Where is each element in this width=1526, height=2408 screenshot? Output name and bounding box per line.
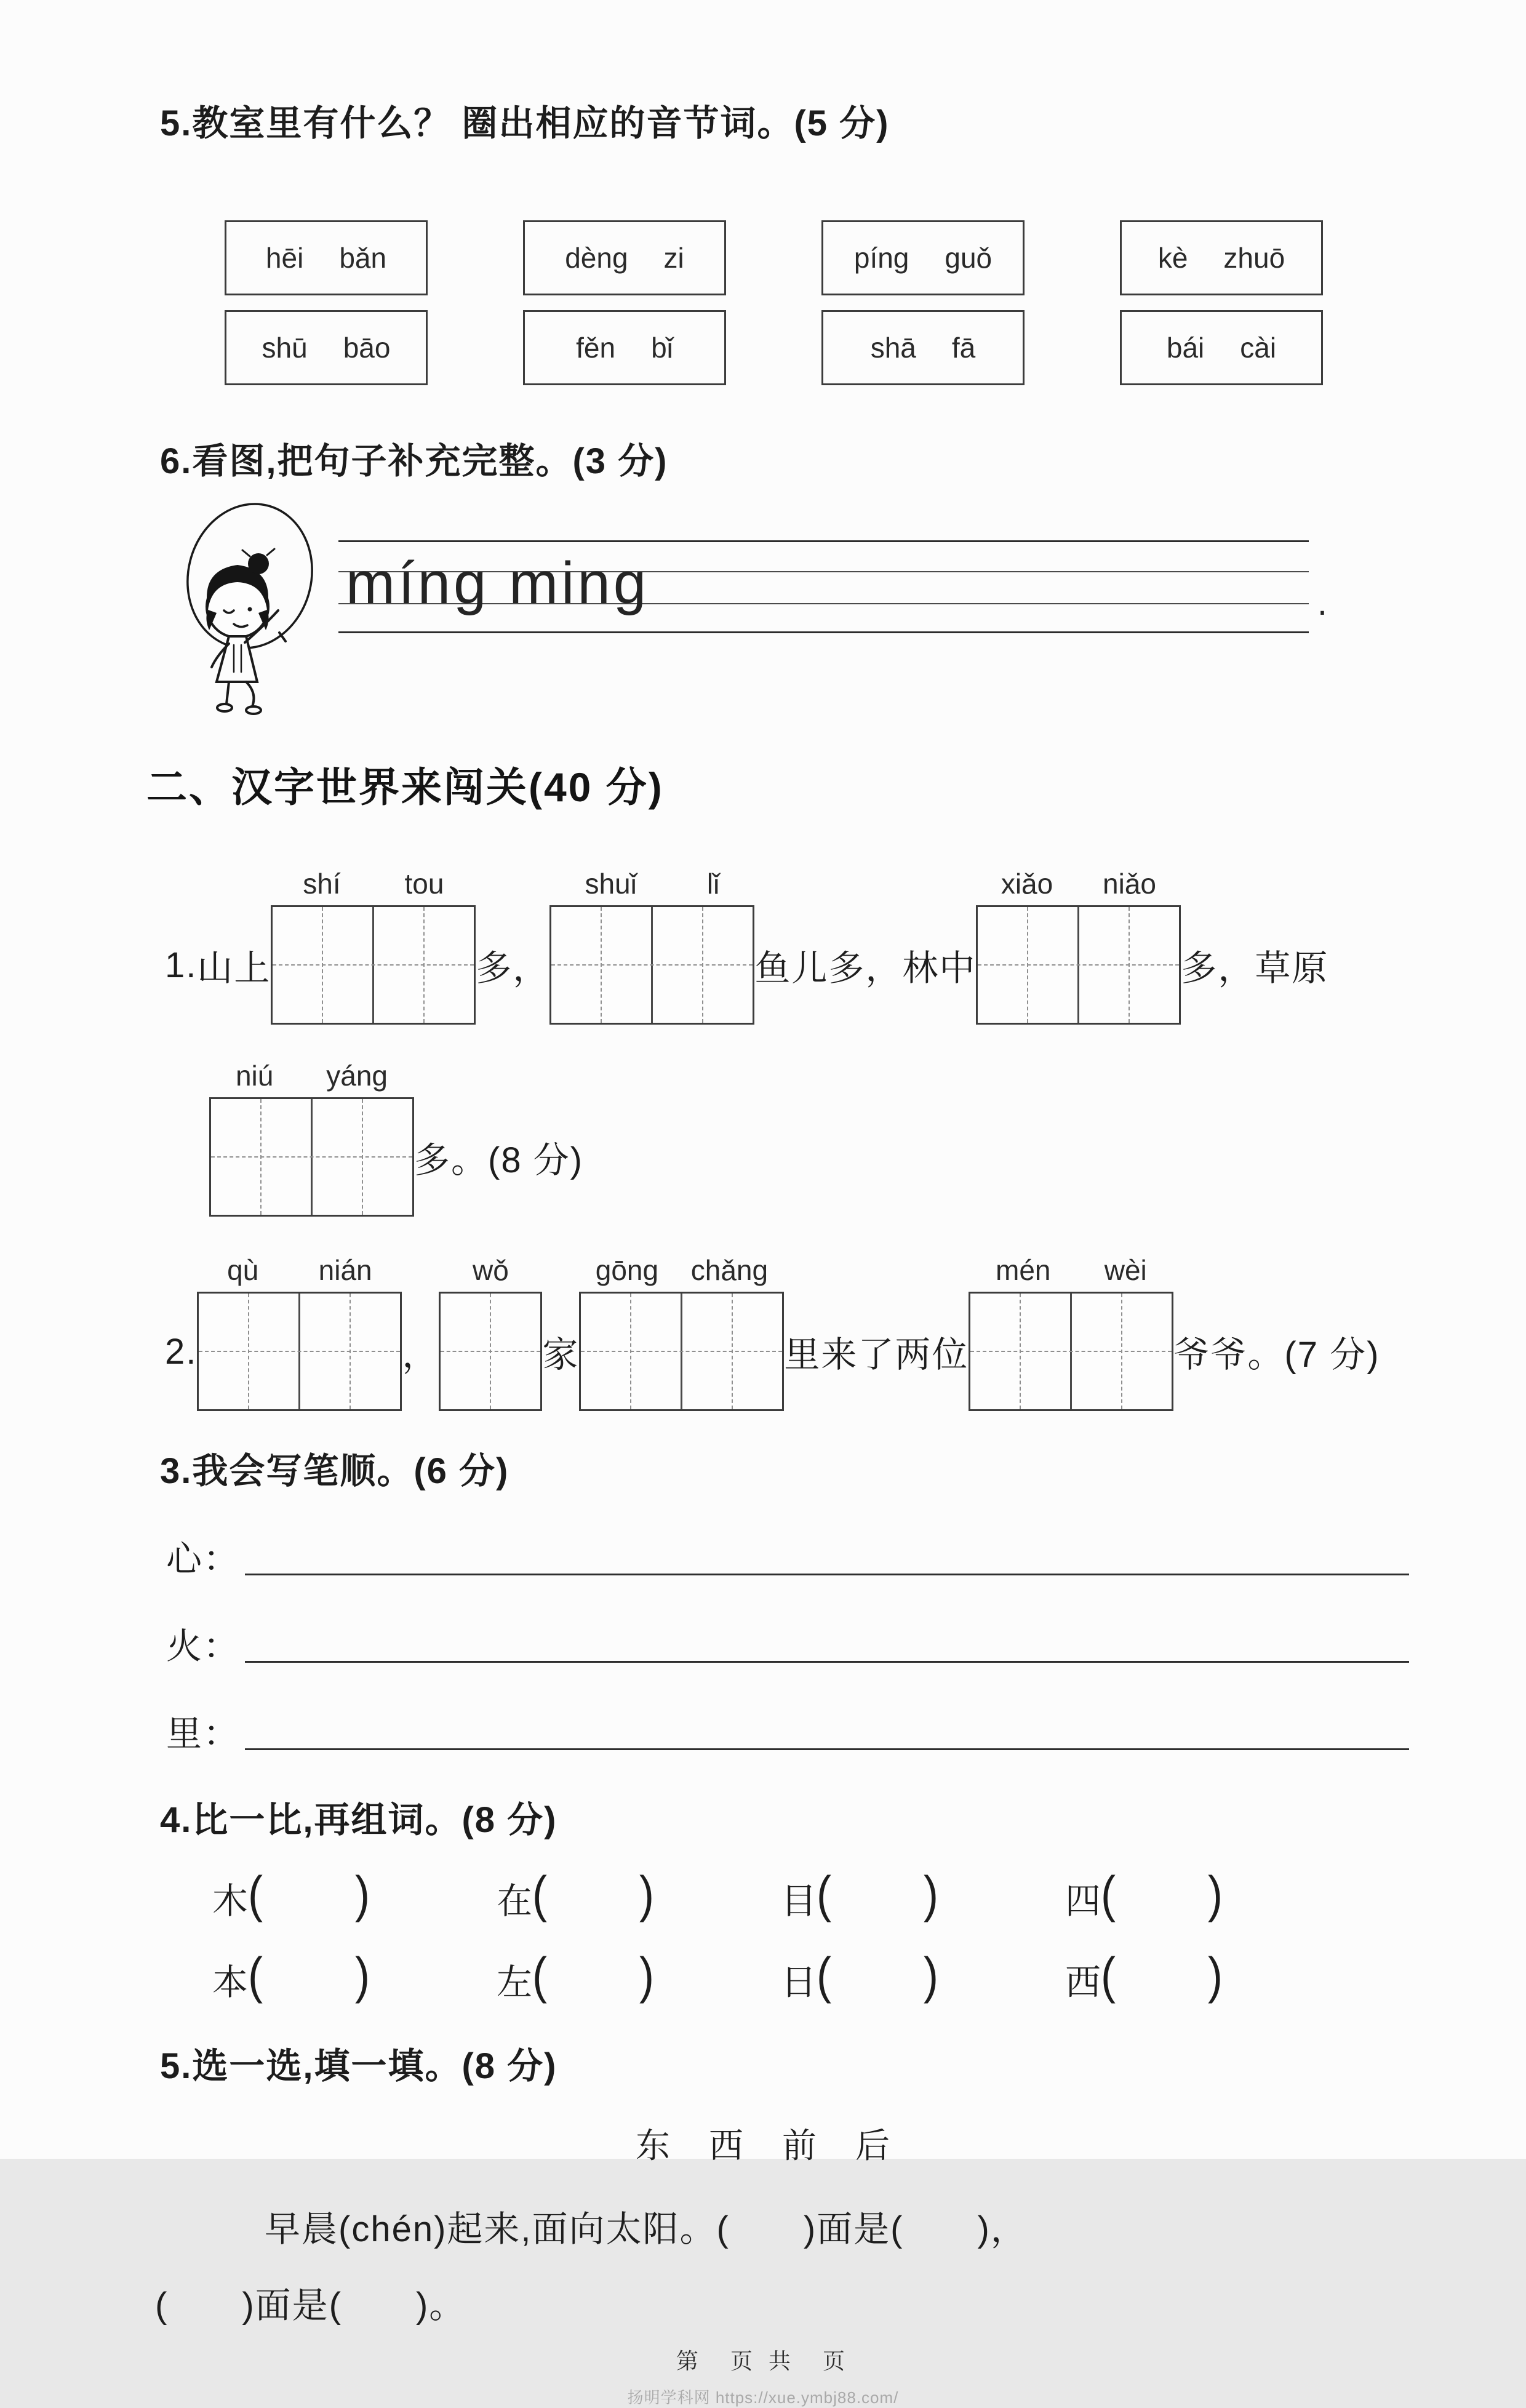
character: 西 [1065, 1962, 1101, 2002]
pinyin-syllable: bǐ [651, 331, 673, 364]
compare-item-mu [212, 1866, 497, 1924]
character: 在 [497, 1881, 533, 1921]
option-word-bank [0, 2119, 1526, 2168]
question-text-segment: ， [402, 1335, 439, 1375]
paren-close: ) [924, 1947, 938, 2004]
question4-heading: 4.比一比,再组词。(8 分) [160, 1799, 557, 1840]
compare-item-ri [781, 1947, 1065, 2005]
compare-item-ben [212, 1947, 497, 2005]
character: 本 [212, 1962, 249, 2002]
option-qian: 前 [782, 2126, 817, 2165]
option-xi: 西 [709, 2126, 744, 2165]
char-grid-shitou[interactable] [271, 868, 476, 1025]
pinyin-label: shuǐ lǐ [585, 868, 720, 900]
pinyin-label: gōng chǎng [595, 1254, 769, 1286]
pinyin-word-row-1 [225, 220, 1526, 295]
paren-open: ( [532, 1866, 547, 1923]
pinyin-syllable: dèng [565, 241, 628, 274]
answer-writing-line[interactable] [245, 1537, 1409, 1575]
pinyin-syllable: zhuō [1223, 241, 1285, 274]
answer-blank[interactable] [263, 1988, 355, 1994]
pinyin-label: qù nián [227, 1254, 372, 1286]
pinyin-syllable: cài [1240, 331, 1277, 364]
question-text-segment: 家 [542, 1335, 580, 1375]
fill-sentence-line1[interactable]: 早晨(chén)起来,面向太阳。( )面是( )， [265, 2209, 1028, 2249]
pinyin-label: xiǎo niǎo [1001, 868, 1156, 900]
pinyin-syllable: bāo [343, 331, 391, 364]
character-label: 心： [166, 1538, 241, 1579]
pinyin-syllable: píng [853, 241, 909, 274]
paren-open: ( [817, 1947, 831, 2004]
paren-close: ) [639, 1947, 654, 2004]
pinyin-syllable: fā [951, 331, 976, 364]
compare-item-zai [497, 1866, 781, 1924]
sentence-end-period: . [1317, 583, 1327, 623]
answer-pinyin-mingming: míng ming [346, 550, 650, 616]
char-grid-niuyang[interactable] [209, 1060, 414, 1217]
answer-blank[interactable] [831, 1988, 924, 1994]
question-text-segment: 鱼儿多，林中 [754, 948, 977, 988]
paren-open: ( [1101, 1947, 1116, 2004]
char-grid-shuili[interactable] [549, 868, 754, 1025]
question2-line [165, 1254, 1526, 1411]
writing-line-1 [338, 540, 1309, 542]
question-text-segment: 多，草原 [1181, 948, 1329, 988]
fill-sentence-line2[interactable]: ( )面是( )。 [155, 2285, 466, 2326]
four-line-writing-grid[interactable] [338, 490, 1327, 716]
answer-blank[interactable] [547, 1907, 639, 1913]
pinyin-word-box-dengzi[interactable] [523, 220, 726, 295]
pinyin-label: shí tou [303, 868, 444, 900]
paren-open: ( [1101, 1866, 1116, 1923]
answer-writing-line[interactable] [245, 1711, 1409, 1750]
question6-heading: 6.看图,把句子补充完整。(3 分) [160, 441, 668, 481]
paren-close: ) [1208, 1947, 1223, 2004]
pinyin-word-box-fenbi[interactable] [523, 310, 726, 385]
section2-heading: 二、汉字世界来闯关(40 分) [146, 764, 664, 810]
character: 木 [212, 1881, 249, 1921]
character: 目 [781, 1881, 817, 1921]
pinyin-word-box-shubao[interactable] [225, 310, 428, 385]
character: 日 [781, 1962, 817, 2002]
paren-close: ) [1208, 1866, 1223, 1923]
answer-blank[interactable] [263, 1907, 355, 1913]
character: 左 [497, 1962, 533, 2002]
question1-line2 [209, 1060, 1526, 1217]
stroke-order-row-huo [166, 1617, 1409, 1669]
answer-blank[interactable] [831, 1907, 924, 1913]
answer-blank[interactable] [1116, 1907, 1208, 1913]
paren-open: ( [248, 1947, 263, 2004]
question1-line1 [165, 868, 1526, 1025]
pinyin-syllable: hēi [265, 241, 304, 274]
page-number-footer: 第 页 共 页 [676, 2348, 850, 2374]
pinyin-syllable: fěn [576, 331, 616, 364]
pinyin-syllable: bái [1166, 331, 1205, 364]
compare-item-si [1065, 1866, 1349, 1924]
paren-open: ( [532, 1947, 547, 2004]
question-text-segment: 爷爷。(7 分) [1173, 1335, 1380, 1375]
paren-close: ) [924, 1866, 938, 1923]
pinyin-syllable: shā [870, 331, 916, 364]
answer-blank[interactable] [1116, 1988, 1208, 1994]
question-text-segment: 里来了两位 [784, 1335, 969, 1375]
pinyin-word-box-baicai[interactable] [1120, 310, 1323, 385]
girl-jumping-rope-illustration [165, 490, 318, 716]
option-hou: 后 [855, 2126, 890, 2165]
answer-blank[interactable] [547, 1988, 639, 1994]
paren-close: ) [355, 1866, 370, 1923]
paren-open: ( [248, 1866, 263, 1923]
question-text-segment: 多， [476, 948, 550, 988]
stroke-order-row-li [166, 1705, 1409, 1756]
question6-body [165, 490, 1327, 716]
question-number: 1. [165, 945, 198, 985]
watermark-site-url: 扬明学科网 https://xue.ymbj88.com/ [627, 2388, 899, 2407]
compare-item-zuo [497, 1947, 781, 2005]
char-grid-wo[interactable] [439, 1254, 542, 1411]
char-grid-menwei[interactable] [969, 1254, 1173, 1411]
question-text-segment: 山上 [197, 948, 271, 988]
question-number: 2. [165, 1331, 198, 1372]
pinyin-word-box-kezhuo[interactable] [1120, 220, 1323, 295]
paren-close: ) [639, 1866, 654, 1923]
pinyin-word-box-pingguo[interactable] [821, 220, 1025, 295]
pinyin-label: wǒ [472, 1254, 509, 1286]
compare-item-xi [1065, 1947, 1349, 2005]
answer-writing-line[interactable] [245, 1624, 1409, 1663]
question5-pinyin-heading: 5.教室里有什么？ 圈出相应的音节词。(5 分) [160, 103, 890, 143]
paren-close: ) [355, 1947, 370, 2004]
pinyin-syllable: shū [262, 331, 308, 364]
pinyin-word-row-2 [225, 310, 1526, 385]
writing-line-4 [338, 631, 1309, 633]
character-label: 火： [166, 1626, 241, 1666]
pinyin-label: mén wèi [996, 1254, 1147, 1286]
character-label: 里： [166, 1713, 241, 1754]
pinyin-word-box-heiban[interactable] [225, 220, 428, 295]
char-grid-qunian[interactable] [197, 1254, 402, 1411]
char-grid-xiaoniao[interactable] [976, 868, 1181, 1025]
option-dong: 东 [636, 2126, 671, 2165]
character: 四 [1065, 1881, 1101, 1921]
compare-row-1 [212, 1866, 1526, 1924]
char-grid-gongchang[interactable] [579, 1254, 784, 1411]
pinyin-syllable: zi [663, 241, 684, 274]
pinyin-word-box-shafa[interactable] [821, 310, 1025, 385]
pinyin-label: niú yáng [235, 1060, 388, 1092]
stroke-order-row-xin [166, 1530, 1409, 1582]
paren-open: ( [817, 1866, 831, 1923]
pinyin-syllable: kè [1157, 241, 1188, 274]
compare-row-2 [212, 1947, 1526, 2005]
compare-item-mu2 [781, 1866, 1065, 1924]
question3-heading: 3.我会写笔顺。(6 分) [160, 1451, 509, 1491]
question-text-segment: 多。(8 分) [414, 1140, 584, 1180]
question5-choose-heading: 5.选一选,填一填。(8 分) [160, 2046, 557, 2086]
pinyin-syllable: guǒ [945, 241, 993, 274]
pinyin-syllable: bǎn [339, 241, 387, 274]
